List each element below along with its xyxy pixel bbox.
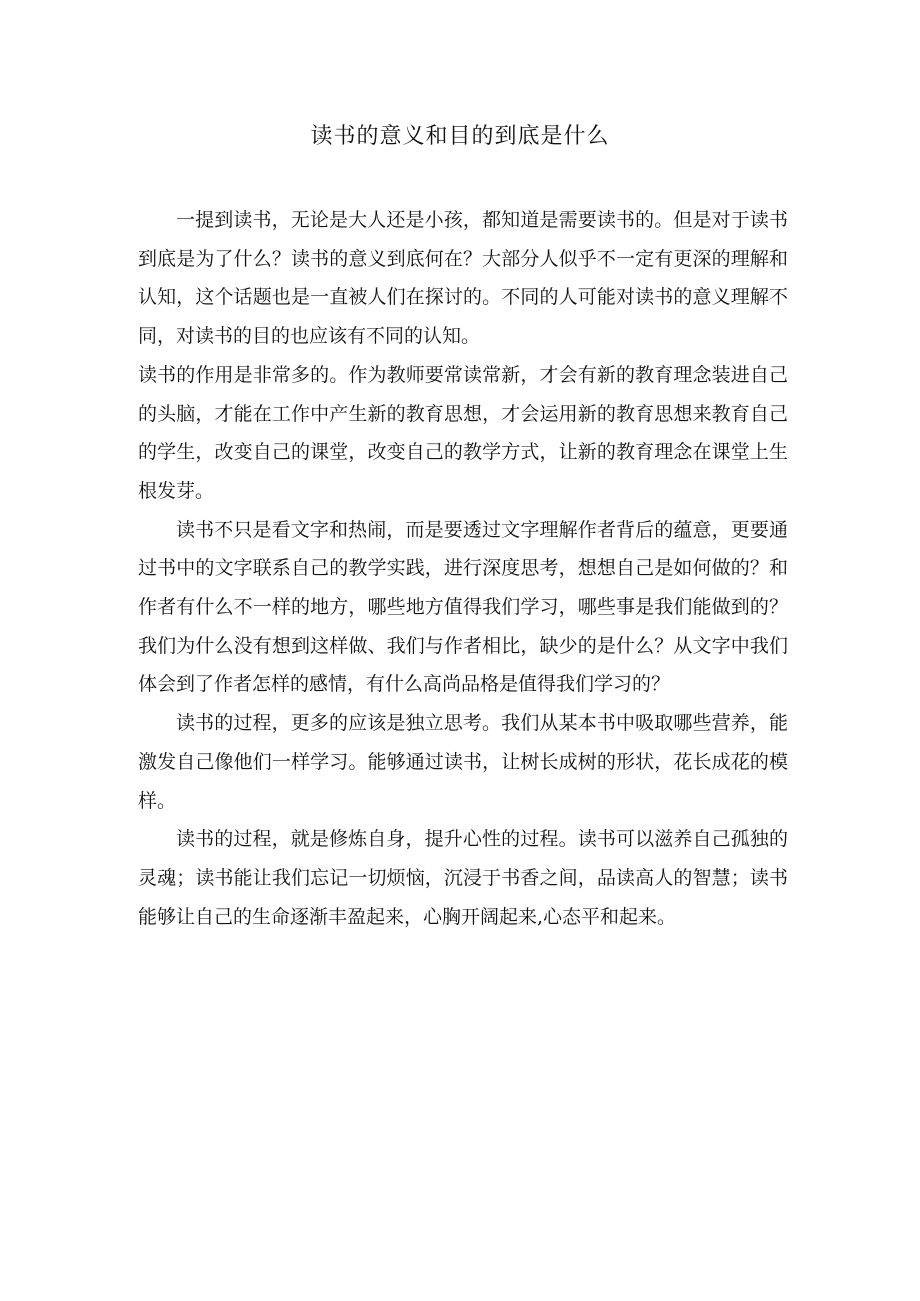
paragraph-intro: 一提到读书，无论是大人还是小孩，都知道是需要读书的。但是对于读书到底是为了什么？读书的意义到底何在？大部分人似乎不一定有更深的理解和认知，这个话题也是一直被人们在探讨的。不同的人可能对读书的意义理解不同，对读书的目的也应该有不同的认知。	[138, 209, 788, 348]
paragraph-teacher-reading: 读书的作用是非常多的。作为教师要常读常新，才会有新的教育理念装进自己的头脑，才能在工作中产生新的教育思想，才会运用新的教育思想来教育自己的学生，改变自己的课堂，改变自己的教学方式，让新的教育理念在课堂上生根发芽。	[138, 363, 788, 502]
paragraph-independent-thinking: 读书的过程，更多的应该是独立思考。我们从某本书中吸取哪些营养，能激发自己像他们一样学习。能够通过读书，让树长成树的形状，花长成花的模样。	[138, 712, 788, 812]
document-body	[138, 201, 788, 936]
document-title: 读书的意义和目的到底是什么	[310, 124, 610, 149]
paragraph-self-cultivation: 读书的过程，就是修炼自身，提升心性的过程。读书可以滋养自己孤独的灵魂；读书能让我们忘记一切烦恼，沉浸于书香之间，品读高人的智慧；读书能够让自己的生命逐渐丰盈起来，心胸开阔起来,心态平和起来。	[138, 828, 788, 928]
paragraph-deep-thinking: 读书不只是看文字和热闹，而是要透过文字理解作者背后的蕴意，更要通过书中的文字联系自己的教学实践，进行深度思考，想想自己是如何做的？和作者有什么不一样的地方，哪些地方值得我们学习，哪些事是我们能做到的？我们为什么没有想到这样做、我们与作者相比，缺少的是什么？从文字中我们体会到了作者怎样的感情，有什么高尚品格是值得我们学习的？	[138, 518, 788, 696]
